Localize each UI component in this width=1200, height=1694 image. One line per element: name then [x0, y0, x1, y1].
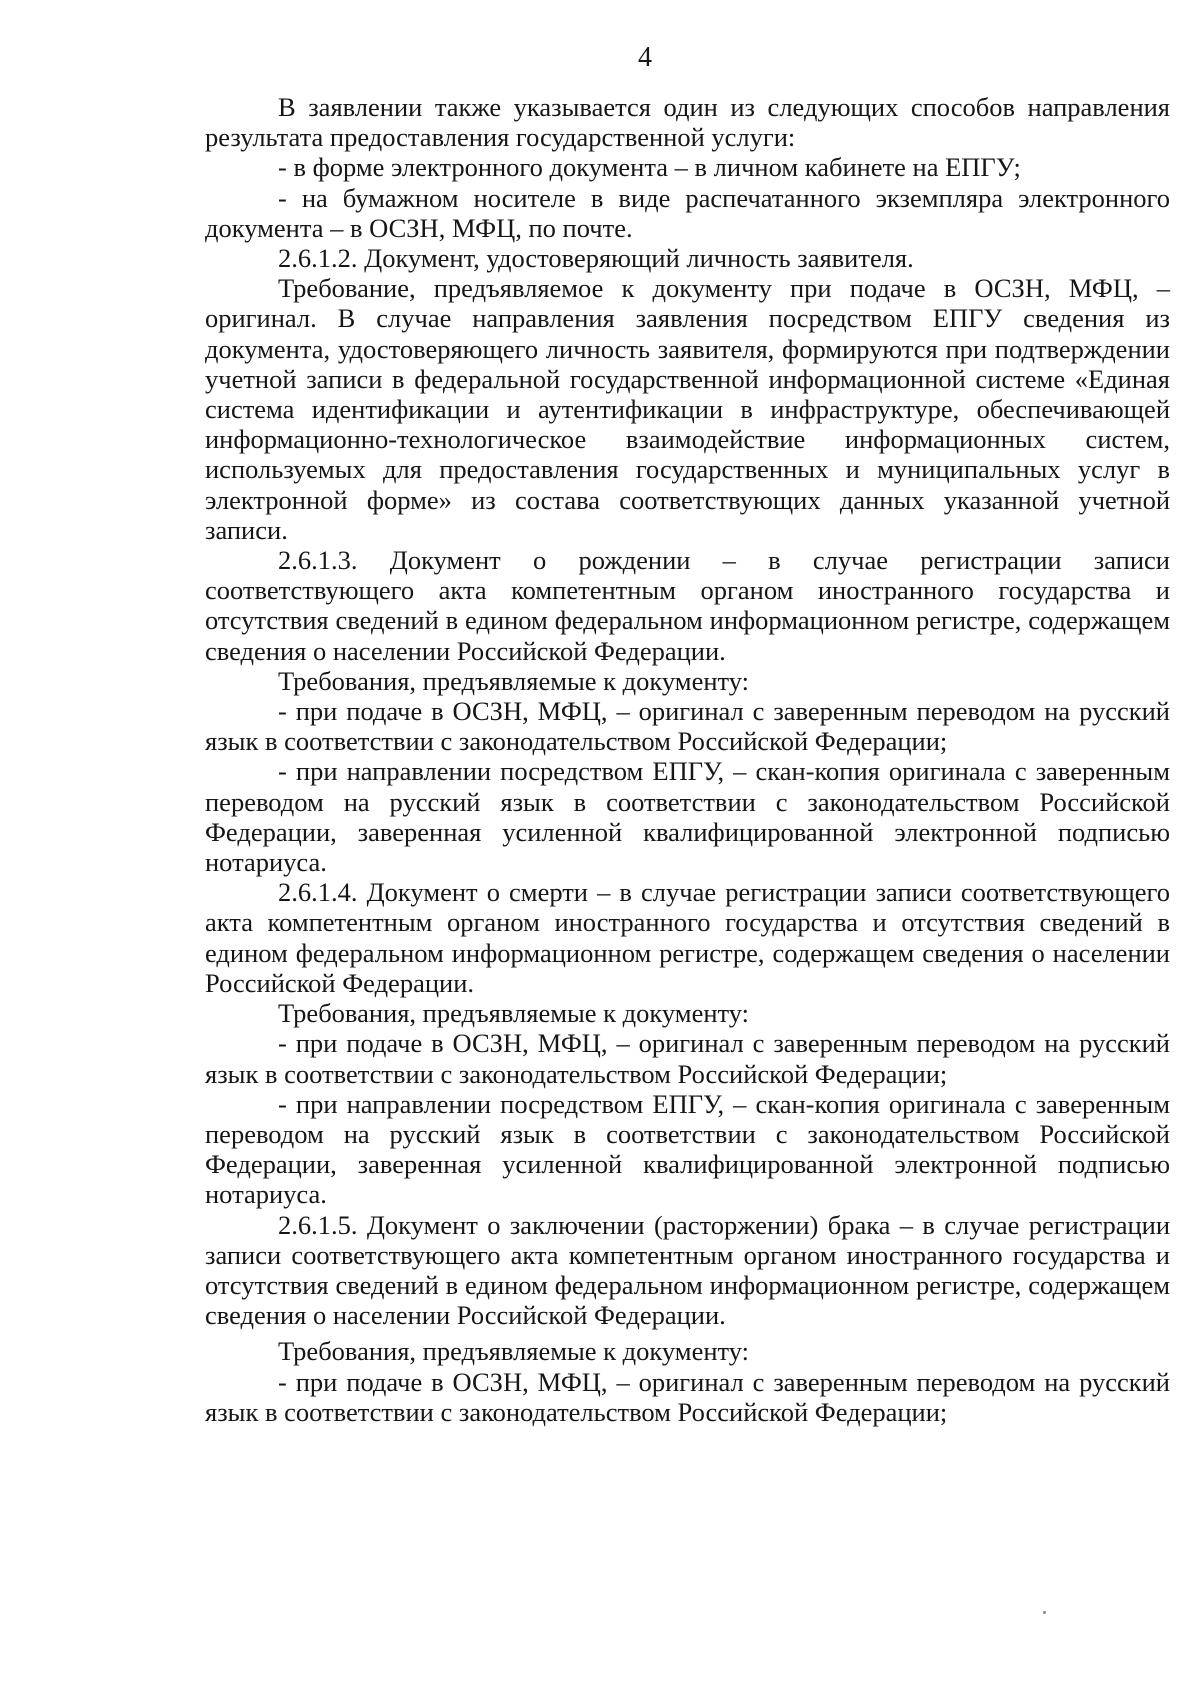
section-heading-2-6-1-4: 2.6.1.4. Документ о смерти – в случае регистрации записи соответствующего акта компетентным органом иностранного государства и отсутствия сведений в едином федеральном информационном регистре, содержащем сведения о населении Российской Федерации. — [205, 877, 1170, 998]
scan-speck — [1043, 1611, 1046, 1614]
list-item-paper-form: - на бумажном носителе в виде распечатанного экземпляра электронного документа – в ОСЗН, МФЦ, по почте. — [205, 182, 1170, 243]
section-heading-2-6-1-2: 2.6.1.2. Документ, удостоверяющий личность заявителя. — [278, 243, 914, 274]
list-item-submission-in-person: - при подаче в ОСЗН, МФЦ, – оригинал с заверенным переводом на русский язык в соответствии с законодательством Российской Федерации; — [205, 1028, 1170, 1089]
list-item-electronic-form: - в форме электронного документа – в личном кабинете на ЕПГУ; — [278, 152, 1021, 183]
list-item-submission-in-person: - при подаче в ОСЗН, МФЦ, – оригинал с заверенным переводом на русский язык в соответствии с законодательством Российской Федерации; — [205, 1366, 1170, 1427]
list-item-submission-in-person: - при подаче в ОСЗН, МФЦ, – оригинал с заверенным переводом на русский язык в соответствии с законодательством Российской Федерации; — [205, 696, 1170, 757]
requirements-heading: Требования, предъявляемые к документу: — [278, 665, 750, 696]
requirements-heading: Требования, предъявляемые к документу: — [278, 1336, 750, 1367]
page-number: 4 — [638, 42, 652, 73]
paragraph-result-delivery-methods: В заявлении также указывается один из следующих способов направления результата предоставления государственной услуги: — [205, 92, 1170, 153]
list-item-submission-via-epgu: - при направлении посредством ЕПГУ, – скан-копия оригинала с заверенным переводом на русский язык в соответствии с законодательством Российской Федерации, заверенная усиленной квалифицированной электронной подписью нотариуса. — [205, 756, 1170, 878]
requirements-heading: Требования, предъявляемые к документу: — [278, 998, 750, 1029]
section-heading-2-6-1-5: 2.6.1.5. Документ о заключении (расторжении) брака – в случае регистрации записи соответствующего акта компетентным органом иностранного государства и отсутствия сведений в едином федеральном информационном регистре, содержащем сведения о населении Российской Федерации. — [205, 1209, 1170, 1331]
section-heading-2-6-1-3: 2.6.1.3. Документ о рождении – в случае регистрации записи соответствующего акта компетентным органом иностранного государства и отсутствия сведений в едином федеральном информационном регистре, содержащем сведения о населении Российской Федерации. — [205, 545, 1170, 666]
document-body — [205, 92, 1170, 1427]
paragraph-identity-document-requirement: Требование, предъявляемое к документу при подаче в ОСЗН, МФЦ, – оригинал. В случае направления заявления посредством ЕПГУ сведения из документа, удостоверяющего личность заявителя, формируются при подтверждении учетной записи в федеральной государственной информационной системе «Единая система идентификации и аутентификации в инфраструктуре, обеспечивающей информационно-технологическое взаимодействие информационных систем, используемых для предоставления государственных и муниципальных услуг в электронной форме» из состава соответствующих данных указанной учетной записи. — [205, 273, 1170, 545]
list-item-submission-via-epgu: - при направлении посредством ЕПГУ, – скан-копия оригинала с заверенным переводом на русский язык в соответствии с законодательством Российской Федерации, заверенная усиленной квалифицированной электронной подписью нотариуса. — [205, 1088, 1170, 1210]
